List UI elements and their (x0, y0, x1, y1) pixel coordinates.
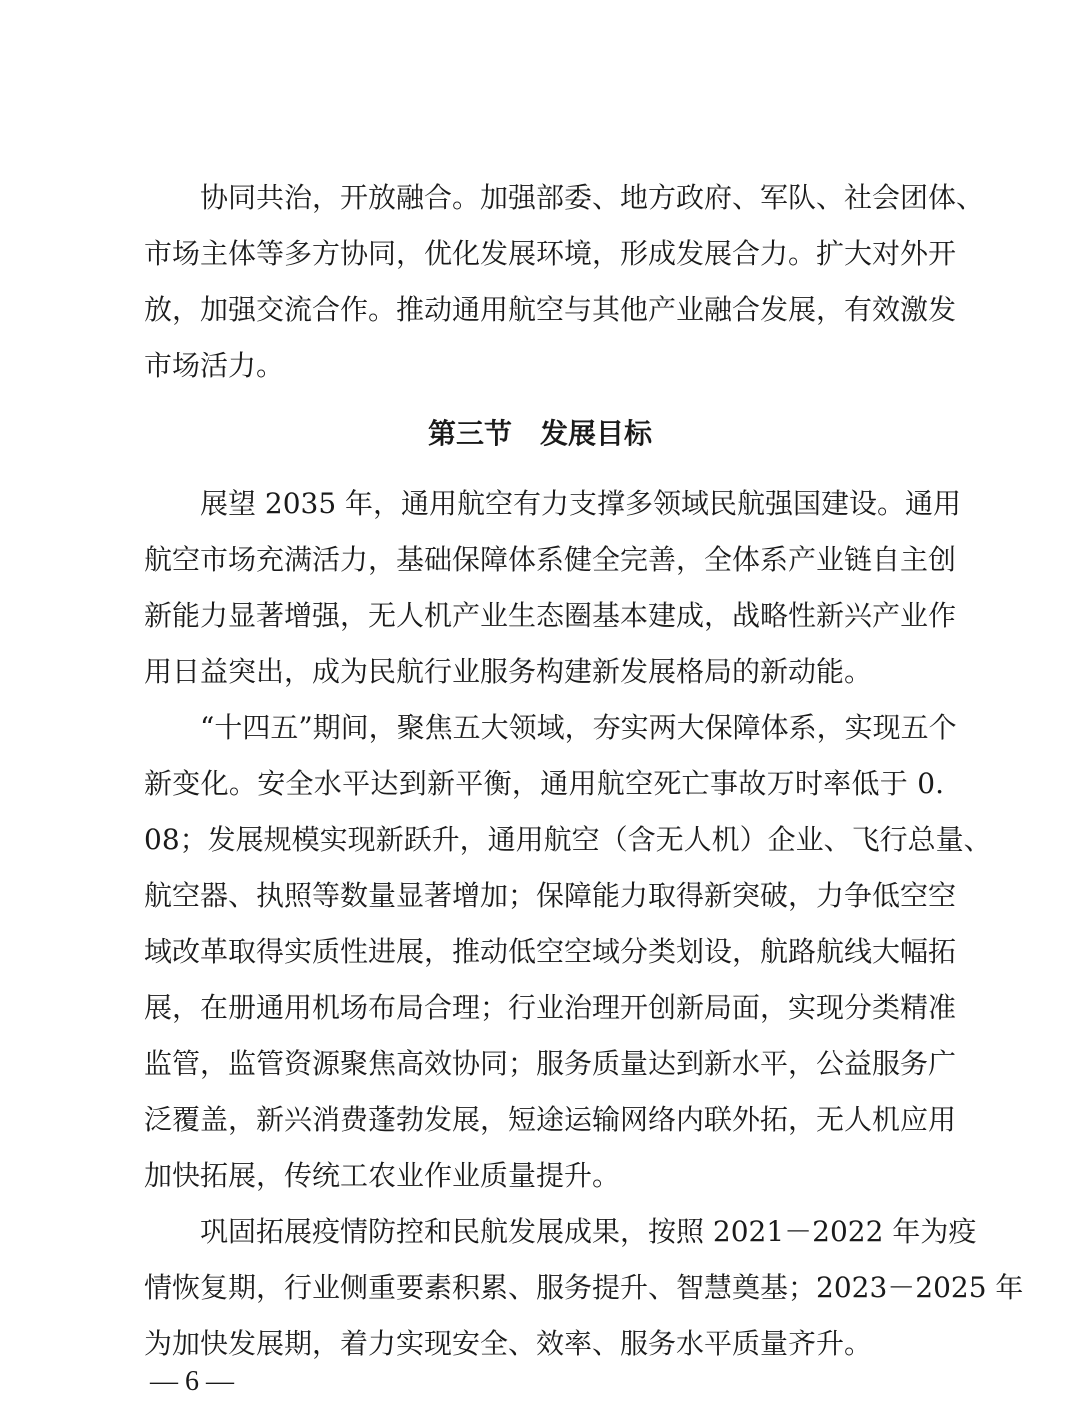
paragraph-3-line-6: 展，在册通用机场布局合理；行业治理开创新局面，实现分类精准 (144, 991, 957, 1024)
page-number: — 6 — (150, 1366, 234, 1397)
paragraph-3-line-3: 08；发展规模实现新跃升，通用航空（含无人机）企业、飞行总量、 (144, 823, 992, 856)
paragraph-4-line-1: 巩固拓展疫情防控和民航发展成果，按照 2021－2022 年为疫 (200, 1215, 977, 1248)
paragraph-3-line-9: 加快拓展，传统工农业作业质量提升。 (144, 1159, 621, 1192)
paragraph-1-line-4: 市场活力。 (144, 349, 285, 382)
paragraph-3-line-1: “十四五”期间，聚焦五大领域，夯实两大保障体系，实现五个 (200, 711, 957, 744)
paragraph-2-line-3: 新能力显著增强，无人机产业生态圈基本建成，战略性新兴产业作 (144, 599, 957, 632)
paragraph-1-line-1: 协同共治，开放融合。加强部委、地方政府、军队、社会团体、 (200, 181, 985, 214)
paragraph-3-line-2: 新变化。安全水平达到新平衡，通用航空死亡事故万时率低于 0. (144, 767, 944, 800)
paragraph-2-line-1: 展望 2035 年，通用航空有力支撑多领域民航强国建设。通用 (200, 487, 962, 520)
paragraph-2-line-2: 航空市场充满活力，基础保障体系健全完善，全体系产业链自主创 (144, 543, 957, 576)
paragraph-1-line-2: 市场主体等多方协同，优化发展环境，形成发展合力。扩大对外开 (144, 237, 957, 270)
paragraph-3-line-7: 监管，监管资源聚焦高效协同；服务质量达到新水平，公益服务广 (144, 1047, 957, 1080)
paragraph-3-line-8: 泛覆盖，新兴消费蓬勃发展，短途运输网络内联外拓，无人机应用 (144, 1103, 957, 1136)
paragraph-1-line-3: 放，加强交流合作。推动通用航空与其他产业融合发展，有效激发 (144, 293, 957, 326)
section-heading: 第三节 发展目标 (427, 417, 652, 450)
paragraph-3-line-5: 域改革取得实质性进展，推动低空空域分类划设，航路航线大幅拓 (144, 935, 957, 968)
paragraph-3-line-4: 航空器、执照等数量显著增加；保障能力取得新突破，力争低空空 (144, 879, 957, 912)
paragraph-4-line-3: 为加快发展期，着力实现安全、效率、服务水平质量齐升。 (144, 1327, 873, 1360)
paragraph-2-line-4: 用日益突出，成为民航行业服务构建新发展格局的新动能。 (144, 655, 873, 688)
paragraph-4-line-2: 情恢复期，行业侧重要素积累、服务提升、智慧奠基；2023－2025 年 (144, 1271, 1024, 1304)
